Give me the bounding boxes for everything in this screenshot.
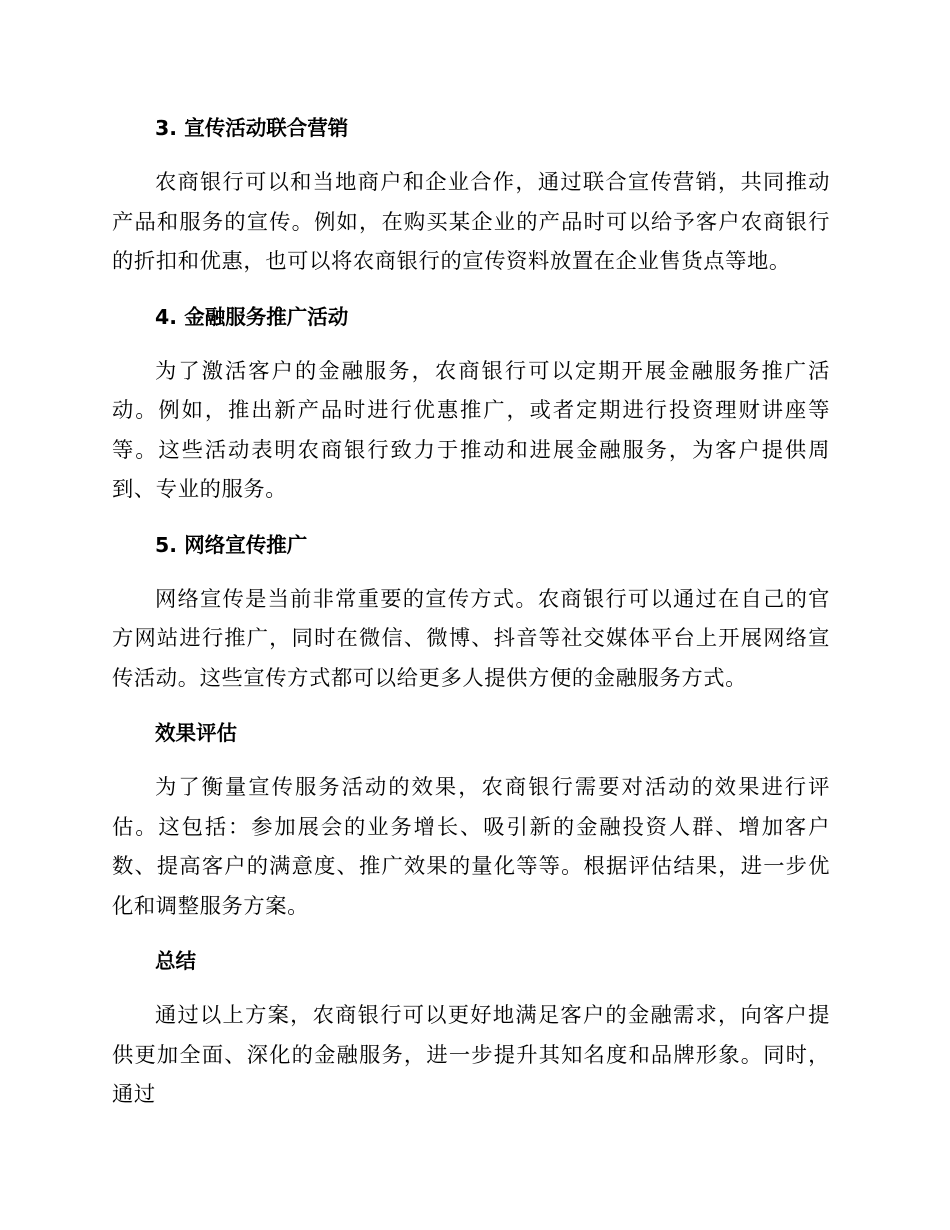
section-heading-summary: 总结 — [155, 949, 196, 973]
section-heading-joint-marketing: 3. 宣传活动联合营销 — [155, 116, 349, 140]
section-heading-effect-evaluation: 效果评估 — [155, 721, 237, 745]
section-paragraph-online-promotion: 网络宣传是当前非常重要的宣传方式。农商银行可以通过在自己的官方网站进行推广，同时在微信、微博、抖音等社交媒体平台上开展网络宣传活动。这些宣传方式都可以给更多人提供方便的金融服务方式。 — [112, 586, 830, 691]
section-paragraph-effect-evaluation: 为了衡量宣传服务活动的效果，农商银行需要对活动的效果进行评估。这包括：参加展会的业务增长、吸引新的金融投资人群、增加客户数、提高客户的满意度、推广效果的量化等等。根据评估结果，进一步优化和调整服务方案。 — [112, 775, 830, 919]
section-paragraph-summary: 通过以上方案，农商银行可以更好地满足客户的金融需求，向客户提供更加全面、深化的金融服务，进一步提升其知名度和品牌形象。同时，通过 — [112, 1003, 830, 1107]
section-paragraph-joint-marketing: 农商银行可以和当地商户和企业合作，通过联合宣传营销，共同推动产品和服务的宣传。例如，在购买某企业的产品时可以给予客户农商银行的折扣和优惠，也可以将农商银行的宣传资料放置在企业售货点等地。 — [112, 170, 830, 274]
document-page — [112, 108, 830, 1130]
section-paragraph-financial-promotion: 为了激活客户的金融服务，农商银行可以定期开展金融服务推广活动。例如，推出新产品时进行优惠推广，或者定期进行投资理财讲座等等。这些活动表明农商银行致力于推动和进展金融服务，为客户提供周到、专业的服务。 — [112, 358, 830, 502]
section-heading-online-promotion: 5. 网络宣传推广 — [155, 532, 308, 557]
section-heading-financial-promotion: 4. 金融服务推广活动 — [155, 304, 349, 329]
